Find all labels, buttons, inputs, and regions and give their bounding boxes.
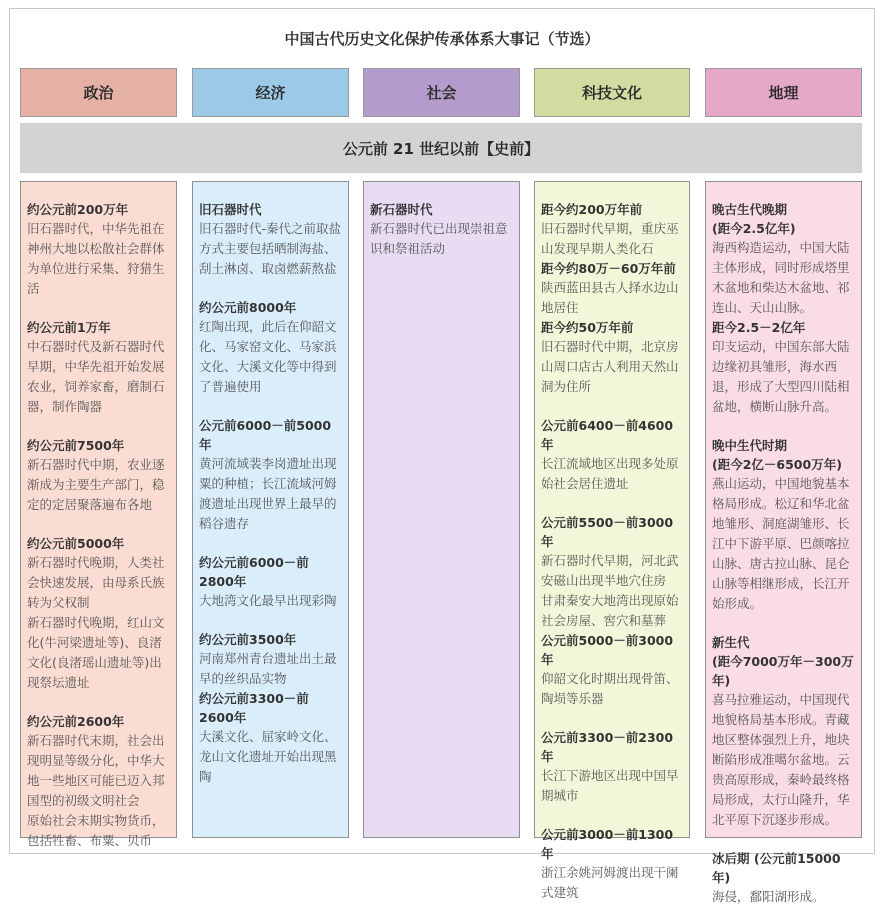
event-date: 距今约50万年前 (541, 320, 634, 335)
event-entry (541, 513, 683, 631)
event-description: 甘肃秦安大地湾出现原始社会房屋、窖穴和墓葬 (541, 593, 679, 628)
event-entry (27, 712, 170, 851)
event-entry (199, 553, 342, 611)
event-description: 仰韶文化时期出现骨笛、陶埙等乐器 (541, 671, 679, 706)
event-entry (199, 689, 342, 787)
event-date: 新生代 (712, 635, 750, 650)
event-date: (距今2.5亿年) (712, 221, 796, 236)
event-entry (541, 259, 683, 318)
event-date: 约公元前7500年 (27, 438, 125, 453)
column-header-economy: 经济 (192, 68, 349, 117)
event-date: 约公元前2600年 (27, 714, 125, 729)
column-society (363, 181, 520, 838)
event-entry (541, 200, 683, 259)
event-date: 晚古生代晚期 (712, 202, 788, 217)
event-description: 长江下游地区出现中国早期城市 (541, 768, 679, 803)
event-entry (27, 318, 170, 417)
event-entry (199, 630, 342, 689)
event-entry (541, 825, 683, 903)
event-entry (712, 652, 855, 830)
event-date: 新石器时代 (370, 202, 433, 217)
event-date: 旧石器时代 (199, 202, 262, 217)
event-description: 新石器时代早期，河北武安磁山出现半地穴住房 (541, 553, 679, 588)
event-entry (199, 298, 342, 397)
event-date: 晚中生代时期 (712, 438, 788, 453)
event-description: 浙江余姚河姆渡出现干阑式建筑 (541, 865, 679, 900)
event-description: 燕山运动，中国地貌基本格局形成。松辽和华北盆地雏形、洞庭湖雏形、长江中下游平原、巴颜喀拉山脉、唐古拉山脉、昆仑山脉等相继形成，长江开始形成。 (712, 476, 850, 611)
event-description: 海侵，鄱阳湖形成。 (712, 889, 825, 904)
event-description: 喜马拉雅运动，中国现代地貌格局基本形成。青藏地区整体强烈上升，地块断陷形成准噶尔盆地。云贵高原形成，秦岭最终格局形成，太行山隆升，华北平原下沉逐步形成。 (712, 692, 850, 827)
event-date: 公元前3000－前1300年 (541, 827, 674, 861)
event-entry (712, 849, 855, 907)
event-description: 旧石器时代，中华先祖在神州大地以松散社会群体为单位进行采集、狩猎生活 (27, 221, 165, 296)
event-entry (27, 200, 170, 299)
event-description: 旧石器时代-秦代之前取盐方式主要包括晒制海盐、刮土淋卤、取卤燃薪熬盐 (199, 221, 342, 276)
event-date: 距今约200万年前 (541, 202, 643, 217)
event-date: 约公元前1万年 (27, 320, 111, 335)
event-description: 新石器时代晚期，人类社会快速发展，由母系氏族转为父权制 (27, 555, 165, 610)
event-date: 公元前6000－前5000年 (199, 418, 332, 452)
event-entry (712, 200, 855, 219)
event-description: 新石器时代中期，农业逐渐成为主要生产部门，稳定的定居聚落遍布各地 (27, 457, 165, 512)
page-title: 中国古代历史文化保护传承体系大事记（节选） (284, 30, 600, 48)
event-entry (199, 416, 342, 534)
event-date: 公元前3300－前2300年 (541, 730, 674, 764)
era-band: 公元前 21 世纪以前【史前】 (20, 123, 862, 173)
event-date: 公元前5000－前3000年 (541, 633, 674, 667)
event-entry (541, 318, 683, 397)
event-date: 距今2.5－2亿年 (712, 320, 806, 335)
event-description: 新石器时代末期，社会出现明显等级分化，中华大地一些地区可能已迈入邦国型的初级文明社会 (27, 733, 165, 808)
column-header-society: 社会 (363, 68, 520, 117)
column-header-science-culture: 科技文化 (534, 68, 690, 117)
event-entry (199, 200, 342, 279)
event-entry (541, 728, 683, 806)
event-entry (712, 219, 855, 318)
event-description: 长江流域地区出现多处原始社会居住遗址 (541, 456, 679, 491)
event-description: 旧石器时代中期，北京房山周口店古人利用天然山洞为住所 (541, 339, 679, 394)
column-geography (705, 181, 862, 904)
event-description: 新石器时代晚期，红山文化(牛河梁遗址等)、良渚文化(良渚瑶山遗址等)出现祭坛遗址 (27, 615, 165, 690)
column-economy (192, 181, 349, 838)
event-date: 约公元前3300－前2600年 (199, 691, 309, 725)
event-description: 新石器时代已出现崇祖意识和祭祖活动 (370, 221, 508, 256)
event-date: (距今7000万年－300万年) (712, 654, 854, 688)
event-date: 公元前5500－前3000年 (541, 515, 674, 549)
event-date: 冰后期 (公元前15000年) (712, 851, 841, 885)
event-description: 大地湾文化最早出现彩陶 (199, 593, 337, 608)
column-science-culture (534, 181, 690, 900)
event-date: 约公元前8000年 (199, 300, 297, 315)
event-description: 黄河流域裴李岗遗址出现粟的种植；长江流域河姆渡遗址出现世界上最早的稻谷遗存 (199, 456, 337, 531)
event-entry (712, 455, 855, 614)
column-header-politics: 政治 (20, 68, 177, 117)
event-entry (541, 631, 683, 709)
event-description: 红陶出现，此后在仰韶文化、马家窑文化、马家浜文化、大溪文化等中得到了普遍使用 (199, 319, 337, 394)
event-description: 原始社会末期实物货币，包括牲畜、布粟、贝币 (27, 813, 165, 848)
event-date: 约公元前3500年 (199, 632, 297, 647)
event-entry (27, 436, 170, 515)
event-date: 约公元前200万年 (27, 202, 129, 217)
event-entry (712, 633, 855, 652)
event-entry (712, 318, 855, 417)
event-date: (距今2亿－6500万年) (712, 457, 842, 472)
event-entry (712, 436, 855, 455)
column-header-geography: 地理 (705, 68, 862, 117)
event-date: 约公元前6000－前2800年 (199, 555, 309, 589)
event-description: 陕西蓝田县古人择水边山地居住 (541, 280, 679, 315)
event-date: 距今约80万－60万年前 (541, 261, 676, 276)
event-entry (27, 534, 170, 693)
column-politics (20, 181, 177, 848)
event-description: 大溪文化、屈家岭文化、龙山文化遗址开始出现黑陶 (199, 729, 337, 784)
event-description: 中石器时代及新石器时代早期，中华先祖开始发展农业，饲养家畜，磨制石器，制作陶器 (27, 339, 165, 414)
event-entry (370, 200, 513, 259)
event-date: 公元前6400－前4600年 (541, 418, 674, 452)
event-entry (541, 416, 683, 494)
event-date: 约公元前5000年 (27, 536, 125, 551)
event-description: 印支运动，中国东部大陆边缘初具雏形，海水西退，形成了大型四川陆相盆地，横断山脉升高。 (712, 339, 850, 414)
event-description: 旧石器时代早期，重庆巫山发现早期人类化石 (541, 221, 679, 256)
event-description: 海西构造运动，中国大陆主体形成，同时形成塔里木盆地和柴达木盆地、祁连山、天山山脉。 (712, 240, 850, 315)
event-description: 河南郑州青台遗址出土最早的丝织品实物 (199, 651, 337, 686)
